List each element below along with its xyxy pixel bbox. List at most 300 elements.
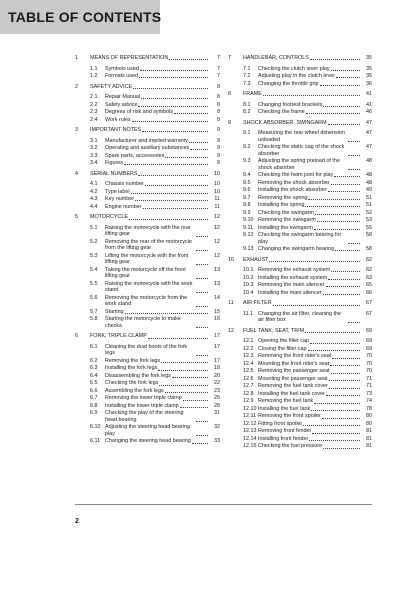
chapter-title: SAFETY ADVICE bbox=[90, 83, 133, 90]
section-title: Installing the spring bbox=[258, 202, 305, 209]
section-page: 9 bbox=[217, 152, 220, 159]
section-title: Engine number bbox=[105, 203, 142, 210]
section-number: 9.11 bbox=[243, 224, 254, 231]
section-number: 12.11 bbox=[243, 413, 257, 420]
section-title: Checking the clutch lever play bbox=[258, 65, 330, 72]
section-title: Removing the shock absorber bbox=[258, 179, 330, 186]
toc-section-entry[interactable] bbox=[75, 403, 220, 410]
toc-chapter-entry[interactable] bbox=[228, 300, 372, 307]
toc-section-entry[interactable] bbox=[228, 195, 372, 202]
toc-section-entry[interactable] bbox=[228, 102, 372, 109]
section-title: Repair Manual bbox=[105, 94, 141, 101]
section-page: 10 bbox=[214, 181, 220, 188]
dot-leader bbox=[183, 400, 208, 401]
section-page: 51 bbox=[366, 194, 372, 201]
section-number: 6.9 bbox=[90, 410, 98, 417]
section-page: 12 bbox=[214, 238, 220, 245]
section-number: 9.2 bbox=[243, 144, 251, 151]
dot-leader bbox=[141, 98, 208, 99]
chapter-number: 10 bbox=[228, 256, 234, 263]
toc-section-entry[interactable] bbox=[228, 109, 372, 116]
dot-leader bbox=[305, 332, 360, 333]
section-page: 7 bbox=[217, 73, 220, 80]
toc-section-entry[interactable] bbox=[75, 395, 220, 402]
section-number: 6.10 bbox=[90, 424, 101, 431]
dot-leader bbox=[196, 355, 208, 356]
toc-section-entry[interactable] bbox=[75, 316, 220, 329]
section-number: 2.1 bbox=[90, 94, 98, 101]
toc-section-entry[interactable] bbox=[228, 246, 372, 253]
toc-chapter-entry[interactable] bbox=[75, 127, 220, 134]
toc-section-entry[interactable] bbox=[75, 66, 220, 73]
dot-leader bbox=[310, 59, 360, 60]
section-title: Changing the air filter, cleaning the air filter box bbox=[258, 310, 342, 324]
dot-leader bbox=[192, 443, 208, 444]
section-title: Removing the fork legs bbox=[105, 357, 161, 364]
toc-section-entry[interactable] bbox=[75, 102, 220, 109]
toc-section-entry[interactable] bbox=[228, 73, 372, 80]
chapter-page: 8 bbox=[217, 83, 220, 90]
dot-leader bbox=[348, 141, 360, 142]
toc-chapter-entry[interactable] bbox=[75, 333, 220, 340]
chapter-title: SERIAL NUMBERS bbox=[90, 170, 138, 177]
section-title: Removing the main silencer bbox=[258, 282, 325, 289]
section-title: Adjusting play in the clutch lever bbox=[258, 73, 336, 80]
section-number: 11.1 bbox=[243, 310, 254, 317]
section-page: 67 bbox=[366, 310, 372, 317]
section-number: 12.4 bbox=[243, 360, 254, 367]
dot-leader bbox=[311, 410, 360, 411]
section-number: 12.15 bbox=[243, 443, 257, 450]
section-page: 11 bbox=[214, 196, 220, 203]
section-number: 2.4 bbox=[90, 116, 98, 123]
toc-section-entry[interactable] bbox=[75, 160, 220, 167]
dot-leader bbox=[138, 175, 208, 176]
toc-section-entry[interactable] bbox=[75, 281, 220, 294]
section-number: 9.4 bbox=[243, 172, 251, 179]
section-page: 12 bbox=[214, 252, 220, 259]
dot-leader bbox=[196, 421, 208, 422]
chapter-page: 12 bbox=[214, 214, 220, 221]
title-banner bbox=[0, 0, 160, 34]
section-title: Removing the front spoiler bbox=[258, 413, 321, 420]
dot-leader bbox=[125, 313, 208, 314]
dot-leader bbox=[323, 448, 360, 449]
toc-chapter-entry[interactable] bbox=[75, 214, 220, 221]
toc-section-entry[interactable] bbox=[228, 398, 372, 405]
section-title: Checking the frame bbox=[258, 109, 305, 116]
chapter-number: 4 bbox=[75, 170, 78, 177]
section-number: 3.1 bbox=[90, 137, 98, 144]
section-title: Installing front fender bbox=[258, 435, 309, 442]
section-number: 3.4 bbox=[90, 160, 98, 167]
section-number: 12.6 bbox=[243, 375, 254, 382]
section-page: 55 bbox=[366, 224, 372, 231]
dot-leader bbox=[129, 219, 208, 220]
section-number: 6.1 bbox=[90, 343, 98, 350]
toc-section-entry[interactable] bbox=[228, 267, 372, 274]
dot-leader bbox=[314, 229, 360, 230]
dot-leader bbox=[314, 403, 360, 404]
dot-leader bbox=[348, 243, 360, 244]
section-title: Checking the fuel pressure bbox=[258, 443, 323, 450]
toc-section-entry[interactable] bbox=[75, 267, 220, 280]
section-page: 31 bbox=[214, 410, 220, 417]
dot-leader bbox=[308, 350, 360, 351]
section-title: Installing the lower triple clamp bbox=[105, 402, 179, 409]
chapter-page: 47 bbox=[366, 119, 372, 126]
toc-section-entry[interactable] bbox=[228, 383, 372, 390]
toc-section-entry[interactable] bbox=[228, 376, 372, 383]
chapter-page: 62 bbox=[366, 256, 372, 263]
toc-section-entry[interactable] bbox=[75, 181, 220, 188]
chapter-title: EXHAUST bbox=[243, 256, 269, 263]
section-page: 15 bbox=[214, 308, 220, 315]
toc-section-entry[interactable] bbox=[75, 196, 220, 203]
section-number: 9.8 bbox=[243, 202, 251, 209]
toc-section-entry[interactable] bbox=[228, 81, 372, 88]
toc-section-entry[interactable] bbox=[228, 353, 372, 360]
dot-leader bbox=[172, 377, 208, 378]
section-number: 2.3 bbox=[90, 109, 98, 116]
section-number: 5.7 bbox=[90, 308, 98, 315]
section-title: Checking the swingarm bearing for play bbox=[258, 232, 342, 245]
section-page: 65 bbox=[366, 282, 372, 289]
section-title: Mounting the front rider's seat bbox=[258, 360, 330, 367]
section-title: Checking the swingarm bbox=[258, 209, 315, 216]
section-title: Operating and auxiliary substances bbox=[105, 145, 190, 152]
toc-section-entry[interactable] bbox=[228, 406, 372, 413]
toc-section-entry[interactable] bbox=[228, 368, 372, 375]
section-number: 12.9 bbox=[243, 398, 254, 405]
section-number: 4.3 bbox=[90, 196, 98, 203]
section-page: 74 bbox=[366, 398, 372, 405]
section-page: 13 bbox=[214, 266, 220, 273]
dot-leader bbox=[348, 169, 360, 170]
section-page: 26 bbox=[214, 395, 220, 402]
toc-section-entry[interactable] bbox=[228, 210, 372, 217]
section-title: Installing the shock absorber bbox=[258, 187, 327, 194]
toc-section-entry[interactable] bbox=[228, 282, 372, 289]
chapter-page: 7 bbox=[217, 55, 220, 61]
toc-chapter-entry[interactable] bbox=[75, 55, 220, 62]
section-number: 5.6 bbox=[90, 294, 98, 301]
toc-section-entry[interactable] bbox=[228, 421, 372, 428]
section-title: Changing the steering head bearing bbox=[105, 438, 191, 445]
section-number: 7.2 bbox=[243, 73, 251, 80]
toc-section-entry[interactable] bbox=[228, 217, 372, 224]
section-title: Figures bbox=[105, 160, 123, 167]
chapter-page: 9 bbox=[217, 127, 220, 134]
toc-section-entry[interactable] bbox=[75, 358, 220, 365]
dot-leader bbox=[158, 370, 208, 371]
toc-section-entry[interactable] bbox=[228, 391, 372, 398]
section-number: 12.13 bbox=[243, 428, 257, 435]
section-title: Removing front fender bbox=[258, 428, 312, 435]
toc-section-entry[interactable] bbox=[228, 290, 372, 297]
section-title: Checking the fork legs bbox=[105, 380, 159, 387]
dot-leader bbox=[273, 305, 360, 306]
section-number: 9.7 bbox=[243, 194, 251, 201]
section-title: Disassembling the fork legs bbox=[105, 372, 171, 379]
toc-section-entry[interactable] bbox=[75, 309, 220, 316]
section-number: 6.6 bbox=[90, 387, 98, 394]
dot-leader bbox=[317, 221, 360, 222]
toc-chapter-entry[interactable] bbox=[75, 171, 220, 178]
toc-section-entry[interactable] bbox=[75, 239, 220, 252]
section-number: 8.1 bbox=[243, 101, 251, 108]
chapter-number: 6 bbox=[75, 333, 78, 340]
dot-leader bbox=[331, 271, 360, 272]
section-page: 69 bbox=[366, 345, 372, 352]
dot-leader bbox=[348, 155, 360, 156]
toc-section-entry[interactable] bbox=[75, 153, 220, 160]
dot-leader bbox=[330, 365, 360, 366]
section-title: Installing the fork legs bbox=[105, 365, 158, 372]
dot-leader bbox=[196, 292, 208, 293]
dot-leader bbox=[196, 306, 208, 307]
section-title: Removing the fuel tank cover bbox=[258, 383, 328, 390]
section-number: 9.6 bbox=[243, 187, 251, 194]
toc-right-column bbox=[228, 55, 372, 454]
section-page: 11 bbox=[214, 203, 220, 210]
section-title: Removing the rear of the motorcycle from the lifting gear bbox=[105, 238, 192, 252]
section-title: Measuring the rear wheel dimension unloaded bbox=[258, 130, 345, 143]
dot-leader bbox=[332, 358, 360, 359]
chapter-page: 35 bbox=[366, 55, 372, 61]
section-title: Removing the front rider's seat bbox=[258, 353, 332, 360]
page-number: 2 bbox=[75, 518, 79, 525]
section-title: Removing the passenger seat bbox=[258, 368, 330, 375]
toc-section-entry[interactable] bbox=[228, 428, 372, 435]
section-title: Removing the exhaust system bbox=[258, 267, 331, 274]
dot-leader bbox=[174, 113, 208, 114]
toc-section-entry[interactable] bbox=[228, 144, 372, 157]
section-page: 46 bbox=[366, 109, 372, 116]
dot-leader bbox=[196, 264, 208, 265]
toc-chapter-entry[interactable] bbox=[228, 257, 372, 264]
chapter-number: 11 bbox=[228, 300, 234, 307]
dot-leader bbox=[161, 362, 208, 363]
dot-leader bbox=[142, 131, 208, 132]
section-page: 47 bbox=[366, 130, 372, 137]
section-number: 7.1 bbox=[243, 65, 251, 72]
toc-section-entry[interactable] bbox=[75, 73, 220, 80]
dot-leader bbox=[159, 385, 208, 386]
chapter-title: MOTORCYCLE bbox=[90, 214, 128, 221]
chapter-title: FRAME bbox=[243, 91, 262, 98]
toc-section-entry[interactable] bbox=[75, 438, 220, 445]
chapter-number: 3 bbox=[75, 127, 78, 134]
section-title: Adjusting the spring preload of the shock absorber bbox=[258, 158, 340, 171]
section-page: 81 bbox=[366, 435, 372, 442]
page-title: TABLE OF CONTENTS bbox=[8, 9, 162, 25]
dot-leader bbox=[309, 440, 360, 441]
section-number: 7.3 bbox=[243, 80, 251, 87]
dot-leader bbox=[305, 206, 360, 207]
toc-section-entry[interactable] bbox=[75, 117, 220, 124]
toc-section-entry[interactable] bbox=[75, 189, 220, 196]
toc-section-entry[interactable] bbox=[75, 388, 220, 395]
toc-section-entry[interactable] bbox=[75, 373, 220, 380]
toc-section-entry[interactable] bbox=[75, 344, 220, 357]
toc-section-entry[interactable] bbox=[75, 253, 220, 266]
toc-section-entry[interactable] bbox=[228, 225, 372, 232]
section-number: 10.2 bbox=[243, 274, 254, 281]
toc-section-entry[interactable] bbox=[75, 225, 220, 238]
section-page: 80 bbox=[366, 413, 372, 420]
toc-section-entry[interactable] bbox=[228, 130, 372, 143]
toc-section-entry[interactable] bbox=[228, 311, 372, 324]
toc-section-entry[interactable] bbox=[75, 94, 220, 101]
section-title: Changing the swingarm bearing bbox=[258, 246, 335, 253]
section-page: 13 bbox=[214, 280, 220, 287]
section-page: 58 bbox=[366, 232, 372, 239]
section-title: Key number bbox=[105, 196, 135, 203]
section-number: 12.12 bbox=[243, 420, 257, 427]
section-page: 81 bbox=[366, 443, 372, 450]
dot-leader bbox=[331, 184, 360, 185]
toc-section-entry[interactable] bbox=[228, 158, 372, 171]
section-page: 71 bbox=[366, 375, 372, 382]
section-number: 1.2 bbox=[90, 73, 98, 80]
dot-leader bbox=[196, 327, 208, 328]
toc-section-entry[interactable] bbox=[228, 443, 372, 450]
section-title: Cleaning the dust boots of the fork legs bbox=[105, 343, 188, 357]
chapter-number: 9 bbox=[228, 119, 231, 126]
dot-leader bbox=[131, 193, 208, 194]
section-page: 73 bbox=[366, 390, 372, 397]
section-title: Spare parts, accessories bbox=[105, 152, 165, 159]
section-number: 10.3 bbox=[243, 282, 254, 289]
dot-leader bbox=[323, 106, 360, 107]
section-title: Raising the motorcycle with the rear lifting gear bbox=[105, 224, 191, 238]
section-page: 16 bbox=[214, 316, 220, 323]
toc-section-entry[interactable] bbox=[75, 145, 220, 152]
chapter-page: 67 bbox=[366, 300, 372, 307]
toc-chapter-entry[interactable] bbox=[75, 84, 220, 91]
dot-leader bbox=[322, 418, 360, 419]
section-title: Changing footrest brackets bbox=[258, 101, 323, 108]
section-page: 8 bbox=[217, 101, 220, 108]
dot-leader bbox=[138, 106, 208, 107]
dot-leader bbox=[308, 199, 360, 200]
section-title: Symbols used bbox=[105, 65, 139, 72]
dot-leader bbox=[263, 95, 360, 96]
toc-section-entry[interactable] bbox=[75, 295, 220, 308]
section-page: 7 bbox=[217, 65, 220, 72]
toc-section-entry[interactable] bbox=[75, 109, 220, 116]
toc-section-entry[interactable] bbox=[228, 436, 372, 443]
toc-chapter-entry[interactable] bbox=[228, 328, 372, 335]
toc-left-column bbox=[75, 55, 220, 449]
toc-chapter-entry[interactable] bbox=[228, 120, 372, 127]
section-number: 6.4 bbox=[90, 372, 98, 379]
toc-section-entry[interactable] bbox=[75, 410, 220, 423]
section-page: 14 bbox=[214, 294, 220, 301]
section-title: Assembling the fork legs bbox=[105, 387, 164, 394]
section-number: 12.7 bbox=[243, 383, 254, 390]
dot-leader bbox=[190, 149, 208, 150]
dot-leader bbox=[303, 425, 360, 426]
dot-leader bbox=[326, 286, 360, 287]
section-number: 5.3 bbox=[90, 252, 98, 259]
section-page: 48 bbox=[366, 158, 372, 165]
dot-leader bbox=[169, 59, 208, 60]
toc-section-entry[interactable] bbox=[75, 204, 220, 211]
section-title: Work rules bbox=[105, 116, 131, 123]
toc-section-entry[interactable] bbox=[228, 232, 372, 245]
toc-section-entry[interactable] bbox=[75, 380, 220, 387]
dot-leader bbox=[331, 373, 360, 374]
section-number: 9.5 bbox=[243, 179, 251, 186]
dot-leader bbox=[331, 70, 360, 71]
dot-leader bbox=[189, 142, 208, 143]
toc-chapter-entry[interactable] bbox=[228, 91, 372, 98]
toc-section-entry[interactable] bbox=[228, 187, 372, 194]
toc-chapter-entry[interactable] bbox=[228, 55, 372, 62]
toc-section-entry[interactable] bbox=[228, 202, 372, 209]
section-title: Checking the play of the steering head bearing bbox=[105, 410, 184, 423]
section-page: 52 bbox=[366, 209, 372, 216]
section-number: 12.3 bbox=[243, 353, 254, 360]
section-title: Type label bbox=[105, 188, 130, 195]
dot-leader bbox=[132, 121, 208, 122]
dot-leader bbox=[323, 294, 360, 295]
toc-section-entry[interactable] bbox=[228, 338, 372, 345]
section-title: Installing the exhaust system bbox=[258, 274, 328, 281]
toc-section-entry[interactable] bbox=[75, 365, 220, 372]
toc-section-entry[interactable] bbox=[228, 413, 372, 420]
section-page: 53 bbox=[366, 217, 372, 224]
chapter-title: HANDLEBAR, CONTROLS bbox=[243, 55, 309, 61]
section-number: 3.3 bbox=[90, 152, 98, 159]
section-page: 58 bbox=[366, 246, 372, 253]
section-title: Manufacturer and implied warranty bbox=[105, 137, 188, 144]
dot-leader bbox=[196, 278, 208, 279]
chapter-title: FUEL TANK, SEAT, TRIM bbox=[243, 327, 305, 334]
section-number: 6.2 bbox=[90, 357, 98, 364]
section-number: 12.1 bbox=[243, 338, 254, 345]
toc-section-entry[interactable] bbox=[228, 361, 372, 368]
toc-section-entry[interactable] bbox=[228, 275, 372, 282]
section-number: 9.12 bbox=[243, 232, 254, 239]
dot-leader bbox=[135, 200, 208, 201]
section-number: 12.10 bbox=[243, 405, 257, 412]
toc-section-entry[interactable] bbox=[228, 180, 372, 187]
section-page: 23 bbox=[214, 387, 220, 394]
chapter-title: IMPORTANT NOTES bbox=[90, 127, 142, 134]
section-page: 81 bbox=[366, 428, 372, 435]
section-number: 5.2 bbox=[90, 238, 98, 245]
section-title: Removing the swingarm bbox=[258, 217, 316, 224]
section-number: 10.4 bbox=[243, 289, 254, 296]
dot-leader bbox=[329, 380, 360, 381]
toc-section-entry[interactable] bbox=[75, 138, 220, 145]
section-page: 12 bbox=[214, 224, 220, 231]
toc-section-entry[interactable] bbox=[228, 346, 372, 353]
section-title: Removing the motorcycle from the work stand bbox=[105, 294, 188, 308]
section-page: 18 bbox=[214, 365, 220, 372]
toc-section-entry[interactable] bbox=[228, 172, 372, 179]
section-number: 4.4 bbox=[90, 203, 98, 210]
section-number: 6.11 bbox=[90, 438, 101, 445]
dot-leader bbox=[328, 279, 360, 280]
toc-section-entry[interactable] bbox=[75, 424, 220, 437]
toc-section-entry[interactable] bbox=[228, 66, 372, 73]
section-page: 22 bbox=[214, 380, 220, 387]
section-title: Installing the fuel tank cover bbox=[258, 390, 325, 397]
